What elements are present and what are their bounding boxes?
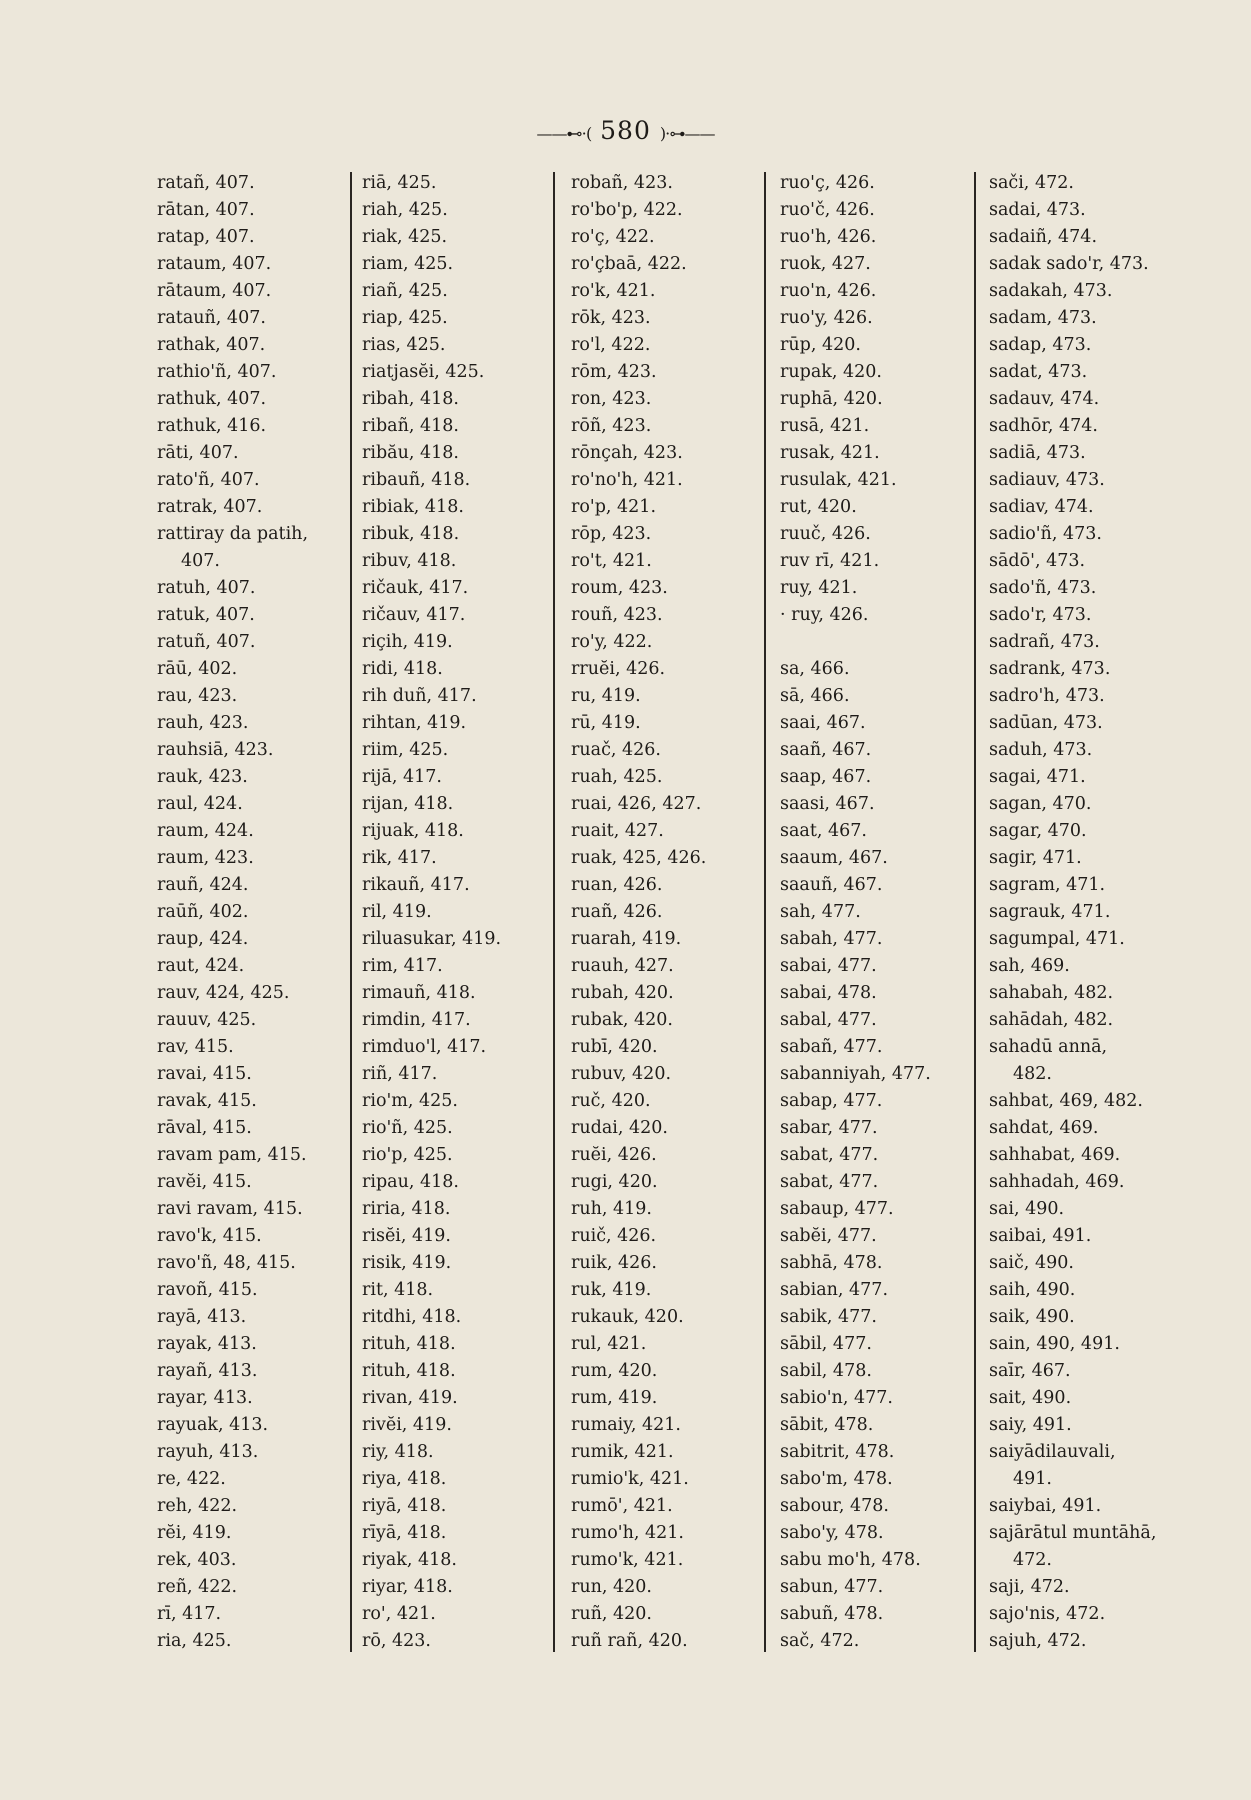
index-entry: sadam, 473.	[989, 308, 1097, 328]
index-entry: roum, 423.	[571, 578, 668, 598]
index-entry: ripau, 418.	[362, 1172, 459, 1192]
index-entry: ribauñ, 418.	[362, 470, 471, 490]
index-entry: ribañ, 418.	[362, 416, 459, 436]
index-entry: riak, 425.	[362, 227, 448, 247]
index-entry: riam, 425.	[362, 254, 454, 274]
index-entry: rul, 421.	[571, 1334, 647, 1354]
right-ornament: )⋅⊶——	[659, 124, 715, 143]
index-entry: raūñ, 402.	[157, 902, 249, 922]
index-entry: ruik, 426.	[571, 1253, 657, 1273]
index-entry: sadai, 473.	[989, 200, 1086, 220]
index-entry: ruč, 420.	[571, 1091, 651, 1111]
index-entry: sa, 466.	[780, 659, 850, 679]
index-entry: rijā, 417.	[362, 767, 442, 787]
index-entry: riā, 425.	[362, 173, 437, 193]
index-entry: ruphā, 420.	[780, 389, 883, 409]
index-entry: sagrauk, 471.	[989, 902, 1111, 922]
index-entry: sābil, 477.	[780, 1334, 872, 1354]
index-entry: sabitrit, 478.	[780, 1442, 895, 1462]
index-entry: saap, 467.	[780, 767, 872, 787]
index-entry: rusak, 421.	[780, 443, 880, 463]
index-entry: risĕi, 419.	[362, 1226, 451, 1246]
index-entry: ravoñ, 415.	[157, 1280, 258, 1300]
index-entry: rō, 423.	[362, 1631, 431, 1651]
index-entry: ruač, 426.	[571, 740, 661, 760]
index-entry: riap, 425.	[362, 308, 448, 328]
index-entry: ruarah, 419.	[571, 929, 682, 949]
index-entry: rivĕi, 419.	[362, 1415, 452, 1435]
index-entry	[780, 629, 980, 656]
index-entry: sadat, 473.	[989, 362, 1088, 382]
index-column-4	[780, 170, 980, 1655]
index-entry: ratuk, 407.	[157, 605, 255, 625]
index-entry: sadaiñ, 474.	[989, 227, 1098, 247]
index-entry: sabik, 477.	[780, 1307, 877, 1327]
index-entry: saat, 467.	[780, 821, 867, 841]
index-entry: rugi, 420.	[571, 1172, 658, 1192]
index-entry: rubī, 420.	[571, 1037, 658, 1057]
index-entry: rīyā, 418.	[362, 1523, 447, 1543]
index-entry: rū, 419.	[571, 713, 641, 733]
index-entry: ruo'h, 426.	[780, 227, 877, 247]
index-entry: re, 422.	[157, 1469, 226, 1489]
index-entry: sabat, 477.	[780, 1145, 879, 1165]
index-entry: sado'r, 473.	[989, 605, 1092, 625]
index-entry: rikauñ, 417.	[362, 875, 470, 895]
index-entry: 407.	[181, 551, 220, 571]
index-entry: sadiā, 473.	[989, 443, 1086, 463]
index-entry: rauhsiā, 423.	[157, 740, 274, 760]
index-entry: riñ, 417.	[362, 1064, 438, 1084]
index-entry: rataum, 407.	[157, 254, 272, 274]
index-entry: sač, 472.	[780, 1631, 860, 1651]
index-entry: rauuv, 425.	[157, 1010, 257, 1030]
index-entry: riluasukar, 419.	[362, 929, 502, 949]
index-entry: rūp, 420.	[780, 335, 861, 355]
index-entry: sagar, 470.	[989, 821, 1087, 841]
index-entry: sabio'n, 477.	[780, 1388, 893, 1408]
index-entry: ribiak, 418.	[362, 497, 464, 517]
index-entry: sā, 466.	[780, 686, 850, 706]
index-entry: rī, 417.	[157, 1604, 222, 1624]
index-entry: ro'no'h, 421.	[571, 470, 683, 490]
index-entry: sabil, 478.	[780, 1361, 872, 1381]
index-entry: sagai, 471.	[989, 767, 1086, 787]
index-entry: sadro'h, 473.	[989, 686, 1105, 706]
index-entry: rudai, 420.	[571, 1118, 668, 1138]
index-entry: riah, 425.	[362, 200, 448, 220]
index-entry: sahadū annā,	[989, 1037, 1108, 1057]
index-entry: ru, 419.	[571, 686, 641, 706]
index-entry: ron, 423.	[571, 389, 652, 409]
index-entry: ruo'y, 426.	[780, 308, 873, 328]
index-entry: saibai, 491.	[989, 1226, 1092, 1246]
index-entry: ro'k, 421.	[571, 281, 656, 301]
index-entry: sahbat, 469, 482.	[989, 1091, 1143, 1111]
index-entry: run, 420.	[571, 1577, 652, 1597]
index-column-1	[157, 170, 357, 1655]
index-entry: rĕi, 419.	[157, 1523, 232, 1543]
index-entry: ruait, 427.	[571, 821, 664, 841]
index-entry: rattiray da patih,	[157, 524, 309, 544]
index-entry: sadakah, 473.	[989, 281, 1113, 301]
index-entry: sajuh, 472.	[989, 1631, 1087, 1651]
index-entry: saaum, 467.	[780, 848, 888, 868]
index-entry: sai, 490.	[989, 1199, 1065, 1219]
index-entry: ruauh, 427.	[571, 956, 674, 976]
index-entry: ruak, 425, 426.	[571, 848, 707, 868]
index-entry: saiyādilauvali,	[989, 1442, 1116, 1462]
index-entry: ruai, 426, 427.	[571, 794, 702, 814]
index-entry: rubah, 420.	[571, 983, 674, 1003]
index-entry: ruič, 426.	[571, 1226, 657, 1246]
page-header	[0, 116, 1251, 145]
index-entry: rathio'ñ, 407.	[157, 362, 277, 382]
index-entry: raul, 424.	[157, 794, 243, 814]
index-entry: rruĕi, 426.	[571, 659, 666, 679]
index-entry: rusulak, 421.	[780, 470, 897, 490]
index-entry: sagir, 471.	[989, 848, 1082, 868]
index-entry: rum, 420.	[571, 1361, 658, 1381]
index-entry: rio'ñ, 425.	[362, 1118, 453, 1138]
index-entry: rek, 403.	[157, 1550, 237, 1570]
index-entry: sajo'nis, 472.	[989, 1604, 1106, 1624]
index-entry: rayar, 413.	[157, 1388, 253, 1408]
index-entry: ria, 425.	[157, 1631, 232, 1651]
index-entry: robañ, 423.	[571, 173, 673, 193]
index-entry: rubak, 420.	[571, 1010, 673, 1030]
index-entry: sagan, 470.	[989, 794, 1092, 814]
index-entry: sahdat, 469.	[989, 1118, 1099, 1138]
index-entry: ravo'k, 415.	[157, 1226, 262, 1246]
index-entry: ravĕi, 415.	[157, 1172, 252, 1192]
index-entry: · ruy, 426.	[780, 605, 869, 625]
index-entry: sabhā, 478.	[780, 1253, 883, 1273]
index-entry: rimduo'l, 417.	[362, 1037, 487, 1057]
index-entry: ruo'ç, 426.	[780, 173, 875, 193]
index-entry: sabap, 477.	[780, 1091, 883, 1111]
index-entry: sahabah, 482.	[989, 983, 1114, 1003]
index-entry: rayuak, 413.	[157, 1415, 269, 1435]
index-entry: rauv, 424, 425.	[157, 983, 290, 1003]
index-entry: ro'çbaā, 422.	[571, 254, 687, 274]
index-entry: sadauv, 474.	[989, 389, 1100, 409]
index-entry: sait, 490.	[989, 1388, 1072, 1408]
index-entry: rāū, 402.	[157, 659, 238, 679]
left-ornament: ——⊷⋅(	[536, 124, 592, 143]
index-entry: ravak, 415.	[157, 1091, 257, 1111]
index-entry: 472.	[1013, 1550, 1052, 1570]
index-entry: rituh, 418.	[362, 1361, 456, 1381]
index-entry: saiybai, 491.	[989, 1496, 1102, 1516]
index-entry: ruok, 427.	[780, 254, 871, 274]
index-entry: sabun, 477.	[780, 1577, 884, 1597]
index-column-2	[362, 170, 562, 1655]
index-entry: rio'm, 425.	[362, 1091, 458, 1111]
index-entry: rut, 420.	[780, 497, 857, 517]
index-entry: rijan, 418.	[362, 794, 454, 814]
index-entry: rauk, 423.	[157, 767, 248, 787]
index-entry: rijuak, 418.	[362, 821, 464, 841]
index-entry: sabaup, 477.	[780, 1199, 894, 1219]
index-entry: sabian, 477.	[780, 1280, 889, 1300]
index-entry: rau, 423.	[157, 686, 238, 706]
index-entry: ro'p, 421.	[571, 497, 657, 517]
index-entry: raup, 424.	[157, 929, 249, 949]
index-entry: sabanniyah, 477.	[780, 1064, 931, 1084]
index-entry: ruñ, 420.	[571, 1604, 652, 1624]
column-divider	[553, 172, 555, 1652]
index-entry: sabat, 477.	[780, 1172, 879, 1192]
index-entry: ro'bo'p, 422.	[571, 200, 683, 220]
index-entry: ravo'ñ, 48, 415.	[157, 1253, 296, 1273]
index-entry: riyā, 418.	[362, 1496, 447, 1516]
index-entry: sābit, 478.	[780, 1415, 874, 1435]
index-entry: sabo'm, 478.	[780, 1469, 893, 1489]
index-entry: riim, 425.	[362, 740, 449, 760]
index-entry: ruk, 419.	[571, 1280, 652, 1300]
index-entry: reh, 422.	[157, 1496, 238, 1516]
index-entry: rav, 415.	[157, 1037, 234, 1057]
index-entry: ratrak, 407.	[157, 497, 263, 517]
index-entry: rupak, 420.	[780, 362, 882, 382]
index-entry: sadiav, 474.	[989, 497, 1094, 517]
index-entry: sahhabat, 469.	[989, 1145, 1121, 1165]
index-entry: rusā, 421.	[780, 416, 870, 436]
index-entry: rivan, 419.	[362, 1388, 458, 1408]
index-entry: ričauv, 417.	[362, 605, 466, 625]
index-entry: ratauñ, 407.	[157, 308, 266, 328]
index-entry: saji, 472.	[989, 1577, 1070, 1597]
index-entry: sagram, 471.	[989, 875, 1106, 895]
index-entry: rauh, 423.	[157, 713, 249, 733]
index-entry: rum, 419.	[571, 1388, 658, 1408]
index-entry: sabu mo'h, 478.	[780, 1550, 921, 1570]
index-entry: sain, 490, 491.	[989, 1334, 1120, 1354]
index-entry: rayuh, 413.	[157, 1442, 259, 1462]
column-divider	[350, 172, 352, 1652]
index-entry: sabai, 477.	[780, 956, 877, 976]
index-entry: rato'ñ, 407.	[157, 470, 260, 490]
index-entry: risik, 419.	[362, 1253, 452, 1273]
column-divider	[764, 172, 766, 1652]
index-entry: rathak, 407.	[157, 335, 266, 355]
index-entry: ratuñ, 407.	[157, 632, 256, 652]
index-entry: reñ, 422.	[157, 1577, 238, 1597]
index-entry: ratuh, 407.	[157, 578, 256, 598]
index-entry: rik, 417.	[362, 848, 437, 868]
index-entry: riatjasĕi, 425.	[362, 362, 485, 382]
index-entry: rōm, 423.	[571, 362, 657, 382]
index-entry: rimdin, 417.	[362, 1010, 471, 1030]
index-entry: rumō', 421.	[571, 1496, 673, 1516]
index-entry: riañ, 425.	[362, 281, 448, 301]
index-entry: ridi, 418.	[362, 659, 443, 679]
index-entry: sabal, 477.	[780, 1010, 877, 1030]
index-entry: rih duñ, 417.	[362, 686, 477, 706]
index-entry: sādō', 473.	[989, 551, 1086, 571]
index-entry: ravai, 415.	[157, 1064, 252, 1084]
index-entry: 482.	[1013, 1064, 1052, 1084]
index-entry: sagumpal, 471.	[989, 929, 1125, 949]
index-entry: rumaiy, 421.	[571, 1415, 681, 1435]
index-entry: rias, 425.	[362, 335, 446, 355]
index-entry: rōñ, 423.	[571, 416, 652, 436]
index-entry: rimauñ, 418.	[362, 983, 476, 1003]
index-entry: rituh, 418.	[362, 1334, 456, 1354]
index-entry: rōp, 423.	[571, 524, 652, 544]
index-entry: saič, 490.	[989, 1253, 1074, 1273]
index-entry: rāval, 415.	[157, 1118, 252, 1138]
index-entry: sadio'ñ, 473.	[989, 524, 1102, 544]
index-entry: sajārātul muntāhā,	[989, 1523, 1157, 1543]
index-entry: rouñ, 423.	[571, 605, 663, 625]
index-entry: sahhadah, 469.	[989, 1172, 1125, 1192]
index-entry: rumik, 421.	[571, 1442, 674, 1462]
index-entry: sabai, 478.	[780, 983, 877, 1003]
index-entry: sadap, 473.	[989, 335, 1092, 355]
index-entry: sabĕi, 477.	[780, 1226, 877, 1246]
index-entry: ruh, 419.	[571, 1199, 652, 1219]
index-entry: rōnçah, 423.	[571, 443, 683, 463]
index-entry: ro'l, 422.	[571, 335, 651, 355]
index-entry: rōk, 423.	[571, 308, 651, 328]
index-entry: rathuk, 407.	[157, 389, 267, 409]
index-entry: ril, 419.	[362, 902, 432, 922]
index-entry: sači, 472.	[989, 173, 1074, 193]
index-entry: ribuk, 418.	[362, 524, 460, 544]
index-entry: rātan, 407.	[157, 200, 255, 220]
index-entry: saīr, 467.	[989, 1361, 1071, 1381]
index-entry: sabah, 477.	[780, 929, 883, 949]
index-entry: ravam pam, 415.	[157, 1145, 307, 1165]
index-entry: ravi ravam, 415.	[157, 1199, 303, 1219]
index-entry: rayak, 413.	[157, 1334, 257, 1354]
index-entry: rumo'h, 421.	[571, 1523, 684, 1543]
index-entry: ratap, 407.	[157, 227, 255, 247]
index-entry: ribuv, 418.	[362, 551, 457, 571]
index-entry: sah, 469.	[989, 956, 1070, 976]
index-entry: sadak sado'r, 473.	[989, 254, 1149, 274]
column-divider	[974, 172, 976, 1652]
index-entry: ruañ, 426.	[571, 902, 663, 922]
index-entry: ruv rī, 421.	[780, 551, 880, 571]
index-entry: riçih, 419.	[362, 632, 453, 652]
index-entry: sabour, 478.	[780, 1496, 889, 1516]
index-entry: rukauk, 420.	[571, 1307, 684, 1327]
index-entry: sabañ, 477.	[780, 1037, 883, 1057]
index-entry: 491.	[1013, 1469, 1052, 1489]
index-entry: riria, 418.	[362, 1199, 451, 1219]
index-entry: sado'ñ, 473.	[989, 578, 1097, 598]
index-entry: raut, 424.	[157, 956, 245, 976]
index-entry: rubuv, 420.	[571, 1064, 672, 1084]
index-entry: riyak, 418.	[362, 1550, 457, 1570]
index-entry: sabuñ, 478.	[780, 1604, 884, 1624]
index-entry: sadiauv, 473.	[989, 470, 1105, 490]
index-entry: rātaum, 407.	[157, 281, 272, 301]
index-entry: sah, 477.	[780, 902, 861, 922]
page-number: 580	[600, 116, 651, 145]
index-entry: ro'ç, 422.	[571, 227, 655, 247]
index-entry: ruo'n, 426.	[780, 281, 877, 301]
index-entry: rauñ, 424.	[157, 875, 249, 895]
index-entry: saiy, 491.	[989, 1415, 1072, 1435]
index-entry: ritdhi, 418.	[362, 1307, 462, 1327]
index-entry: ruuč, 426.	[780, 524, 871, 544]
index-entry: rio'p, 425.	[362, 1145, 453, 1165]
index-entry: saauñ, 467.	[780, 875, 883, 895]
index-entry: ro', 421.	[362, 1604, 436, 1624]
index-entry: rayā, 413.	[157, 1307, 247, 1327]
index-entry: rit, 418.	[362, 1280, 434, 1300]
index-entry: sabo'y, 478.	[780, 1523, 884, 1543]
index-entry: sahādah, 482.	[989, 1010, 1114, 1030]
index-entry: sadhōr, 474.	[989, 416, 1098, 436]
index-entry: ričauk, 417.	[362, 578, 469, 598]
index-column-3	[571, 170, 771, 1655]
index-entry: raum, 423.	[157, 848, 254, 868]
index-entry: ruĕi, 426.	[571, 1145, 657, 1165]
index-entry: rathuk, 416.	[157, 416, 267, 436]
index-entry: raum, 424.	[157, 821, 254, 841]
index-entry: ruah, 425.	[571, 767, 663, 787]
index-entry: ratañ, 407.	[157, 173, 255, 193]
index-entry: ruñ rañ, 420.	[571, 1631, 688, 1651]
index-entry: rāti, 407.	[157, 443, 239, 463]
index-entry: ro't, 421.	[571, 551, 652, 571]
index-entry: rumo'k, 421.	[571, 1550, 684, 1570]
index-entry: ruo'č, 426.	[780, 200, 875, 220]
index-entry: ro'y, 422.	[571, 632, 653, 652]
index-entry: saasi, 467.	[780, 794, 875, 814]
index-column-5	[989, 170, 1189, 1655]
index-entry: ruan, 426.	[571, 875, 663, 895]
index-entry: ribău, 418.	[362, 443, 459, 463]
index-entry: rayañ, 413.	[157, 1361, 258, 1381]
index-entry: saduh, 473.	[989, 740, 1093, 760]
index-entry: rihtan, 419.	[362, 713, 467, 733]
index-entry: ruy, 421.	[780, 578, 858, 598]
index-entry: saañ, 467.	[780, 740, 872, 760]
index-entry: saai, 467.	[780, 713, 866, 733]
index-entry: riya, 418.	[362, 1469, 447, 1489]
index-entry: sabar, 477.	[780, 1118, 878, 1138]
index-entry: sadūan, 473.	[989, 713, 1103, 733]
index-entry: sadrañ, 473.	[989, 632, 1100, 652]
index-entry: saik, 490.	[989, 1307, 1075, 1327]
index-entry: rumio'k, 421.	[571, 1469, 689, 1489]
index-entry: rim, 417.	[362, 956, 443, 976]
index-entry: riy, 418.	[362, 1442, 434, 1462]
index-entry: saih, 490.	[989, 1280, 1076, 1300]
index-entry: riyar, 418.	[362, 1577, 453, 1597]
index-entry: sadrank, 473.	[989, 659, 1111, 679]
index-entry: ribah, 418.	[362, 389, 459, 409]
